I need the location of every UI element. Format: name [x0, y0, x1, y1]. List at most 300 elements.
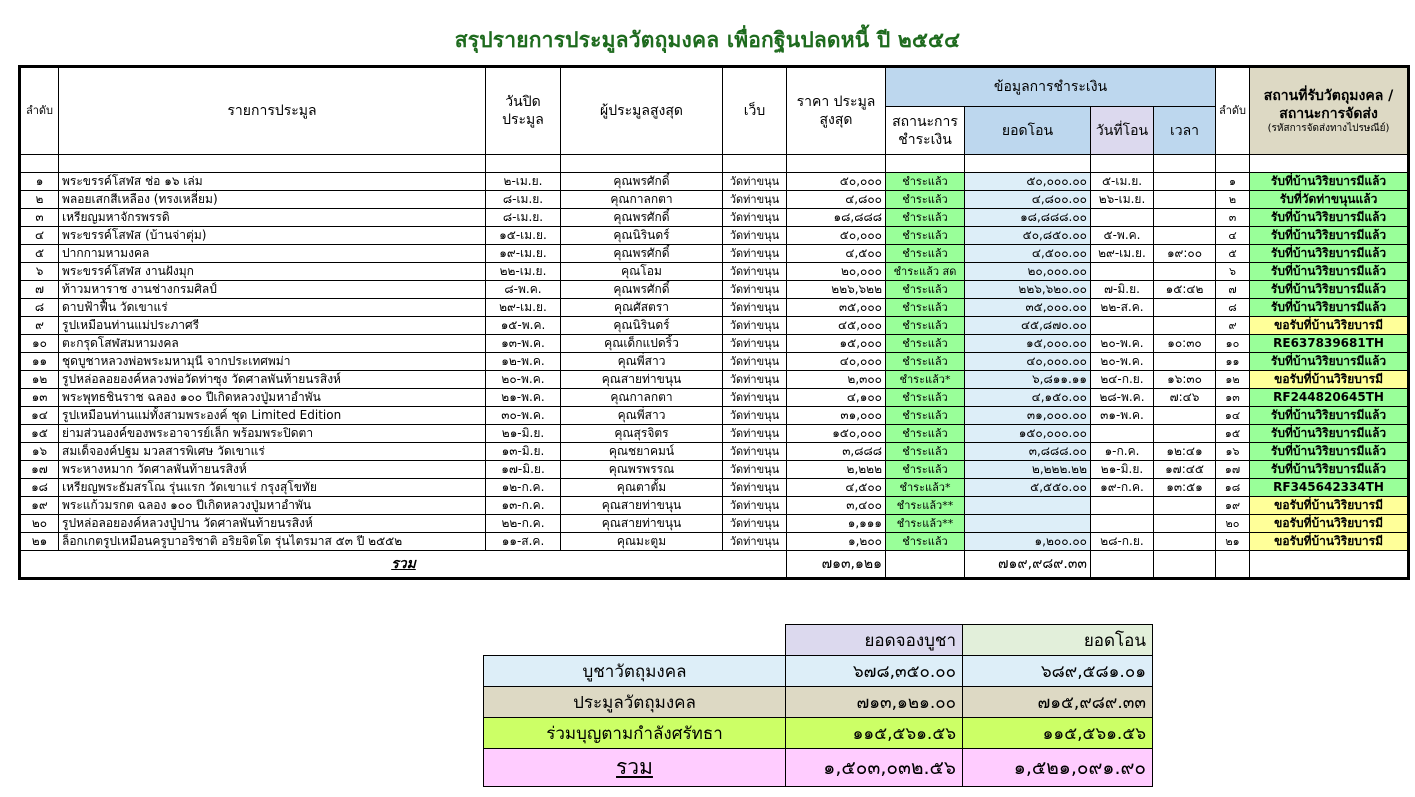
- row-number: ๕: [20, 245, 59, 263]
- table-row: [20, 353, 1409, 371]
- row-transfer-date: ๒๐-พ.ค.: [1091, 335, 1154, 353]
- spacer-row: [20, 155, 1409, 173]
- header-item: รายการประมูล: [59, 67, 486, 155]
- row-close-date: ๑๒-พ.ค.: [486, 353, 561, 371]
- row-bidder: คุณสายท่าขนุน: [561, 515, 723, 533]
- summary-transferred: ๑๑๕,๕๖๑.๕๖: [963, 718, 1153, 749]
- row-transfer-date: [1091, 263, 1154, 281]
- table-row: [20, 425, 1409, 443]
- row-price: ๔,๕๐๐: [787, 479, 886, 497]
- row-price: ๓,๘๘๘: [787, 443, 886, 461]
- row-item: ล็อกเกตรูปเหมือนครูบาอริชาติ อริยจิตโต รุ่นไตรมาส ๕๓ ปี ๒๕๕๒: [59, 533, 486, 551]
- total-label: รวม: [20, 551, 787, 579]
- table-row: [20, 515, 1409, 533]
- row-close-date: ๑๑-ส.ค.: [486, 533, 561, 551]
- row-number: ๑๕: [20, 425, 59, 443]
- row-bidder: คุณสายท่าขนุน: [561, 371, 723, 389]
- row-transfer-amount: ๒๒๖,๖๒๐.๐๐: [965, 281, 1091, 299]
- row-pay-status: ชำระแล้ว: [886, 209, 965, 227]
- row-price: ๔๕,๐๐๐: [787, 317, 886, 335]
- summary-reserved: ๖๗๘,๓๕๐.๐๐: [786, 656, 963, 687]
- row-number-2: ๕: [1216, 245, 1250, 263]
- summary-reserved: ๗๑๓,๑๒๑.๐๐: [786, 687, 963, 718]
- row-item: ปากกามหามงคล: [59, 245, 486, 263]
- table-row: [20, 209, 1409, 227]
- row-transfer-date: ๒๙-เม.ย.: [1091, 245, 1154, 263]
- row-bidder: คุณมะตูม: [561, 533, 723, 551]
- summary-label: ประมูลวัตถุมงคล: [484, 687, 786, 718]
- total-empty: [886, 551, 965, 579]
- row-transfer-date: ๓๑-พ.ค.: [1091, 407, 1154, 425]
- table-row: [20, 389, 1409, 407]
- row-time: [1154, 191, 1216, 209]
- row-price: ๕๐,๐๐๐: [787, 227, 886, 245]
- row-bidder: คุณพรศักดิ์: [561, 173, 723, 191]
- row-time: [1154, 533, 1216, 551]
- row-item: ตะกรุดโสฬสมหามงคล: [59, 335, 486, 353]
- row-close-date: ๑๓-ก.ค.: [486, 497, 561, 515]
- row-time: ๑๙:๐๐: [1154, 245, 1216, 263]
- row-price: ๒๒๖,๖๒๒: [787, 281, 886, 299]
- row-time: [1154, 353, 1216, 371]
- row-transfer-amount: ๑๕๐,๐๐๐.๐๐: [965, 425, 1091, 443]
- row-number-2: ๑๘: [1216, 479, 1250, 497]
- row-number: ๒๐: [20, 515, 59, 533]
- row-transfer-amount: ๔,๑๕๐.๐๐: [965, 389, 1091, 407]
- row-transfer-amount: ๒,๒๒๒.๒๒: [965, 461, 1091, 479]
- header-bidder: ผู้ประมูลสูงสุด: [561, 67, 723, 155]
- row-close-date: ๑๕-พ.ค.: [486, 317, 561, 335]
- row-location: รับที่บ้านวิริยบารมีแล้ว: [1250, 461, 1409, 479]
- row-transfer-amount: ๑,๒๐๐.๐๐: [965, 533, 1091, 551]
- row-number: ๑๑: [20, 353, 59, 371]
- row-pay-status: ชำระแล้ว สด: [886, 263, 965, 281]
- row-item: รูปหล่อลอยองค์หลวงพ่อวัดท่าซุง วัดศาลพันท้ายนรสิงห์: [59, 371, 486, 389]
- row-web: วัดท่าขนุน: [723, 533, 787, 551]
- row-bidder: คุณโอม: [561, 263, 723, 281]
- row-bidder: คุณชยาคมน์: [561, 443, 723, 461]
- row-transfer-date: ๒๘-พ.ค.: [1091, 389, 1154, 407]
- row-close-date: ๓๐-พ.ค.: [486, 407, 561, 425]
- row-location: รับที่บ้านวิริยบารมีแล้ว: [1250, 443, 1409, 461]
- row-transfer-amount: ๖,๘๑๑.๑๑: [965, 371, 1091, 389]
- row-pay-status: ชำระแล้ว: [886, 173, 965, 191]
- table-row: [20, 461, 1409, 479]
- row-time: [1154, 299, 1216, 317]
- row-price: ๑,๒๐๐: [787, 533, 886, 551]
- header-time: เวลา: [1154, 107, 1216, 155]
- row-web: วัดท่าขนุน: [723, 209, 787, 227]
- header-transfer-date: วันที่โอน: [1091, 107, 1154, 155]
- row-price: ๓,๔๐๐: [787, 497, 886, 515]
- row-location: รับที่บ้านวิริยบารมีแล้ว: [1250, 281, 1409, 299]
- row-web: วัดท่าขนุน: [723, 227, 787, 245]
- row-close-date: ๑๕-เม.ย.: [486, 227, 561, 245]
- row-item: สมเด็จองค์ปฐม มวลสารพิเศษ วัดเขาแร่: [59, 443, 486, 461]
- row-number: ๑๘: [20, 479, 59, 497]
- row-transfer-date: [1091, 209, 1154, 227]
- total-empty: [1154, 551, 1216, 579]
- row-item: ท้าวมหาราช งานช่างกรมศิลป์: [59, 281, 486, 299]
- row-price: ๑๘,๘๘๘: [787, 209, 886, 227]
- row-transfer-date: [1091, 515, 1154, 533]
- row-web: วัดท่าขนุน: [723, 371, 787, 389]
- summary-label: รวม: [484, 749, 786, 787]
- row-location: รับที่บ้านวิริยบารมีแล้ว: [1250, 407, 1409, 425]
- row-location: RF345642334TH: [1250, 479, 1409, 497]
- row-number: ๗: [20, 281, 59, 299]
- row-bidder: คุณศัสตรา: [561, 299, 723, 317]
- row-item: พระขรรค์โสฬส ช่อ ๑๖ เล่ม: [59, 173, 486, 191]
- header-location-main: สถานที่รับวัตถุมงคล / สถานะการจัดส่ง: [1263, 88, 1394, 122]
- row-close-date: ๑๓-มิ.ย.: [486, 443, 561, 461]
- row-time: ๑๓:๕๑: [1154, 479, 1216, 497]
- row-item: พลอยเสกสีเหลือง (ทรงเหลี่ยม): [59, 191, 486, 209]
- row-item: รูปเหมือนท่านแม่ทั้งสามพระองค์ ชุด Limited Edition: [59, 407, 486, 425]
- row-pay-status: ชำระแล้ว: [886, 443, 965, 461]
- row-close-date: ๘-เม.ย.: [486, 191, 561, 209]
- header-location-note: (รหัสการจัดส่งทางไปรษณีย์): [1267, 123, 1390, 134]
- row-location: รับที่บ้านวิริยบารมีแล้ว: [1250, 353, 1409, 371]
- row-item: พระขรรค์โสฬส งานฝังมุก: [59, 263, 486, 281]
- row-number: ๑๓: [20, 389, 59, 407]
- row-transfer-date: ๑-ก.ค.: [1091, 443, 1154, 461]
- row-price: ๑๕๐,๐๐๐: [787, 425, 886, 443]
- row-number-2: ๙: [1216, 317, 1250, 335]
- row-pay-status: ชำระแล้ว: [886, 299, 965, 317]
- total-empty: [1216, 551, 1250, 579]
- row-number-2: ๘: [1216, 299, 1250, 317]
- row-web: วัดท่าขนุน: [723, 497, 787, 515]
- row-transfer-date: [1091, 497, 1154, 515]
- row-bidder: คุณตาตั้ม: [561, 479, 723, 497]
- summary-transferred: ๗๑๕,๙๘๙.๓๓: [963, 687, 1153, 718]
- row-number: ๒๑: [20, 533, 59, 551]
- row-time: [1154, 515, 1216, 533]
- row-location: รับที่บ้านวิริยบารมีแล้ว: [1250, 245, 1409, 263]
- row-location: RE637839681TH: [1250, 335, 1409, 353]
- row-pay-status: ชำระแล้ว: [886, 353, 965, 371]
- row-time: ๑๖:๓๐: [1154, 371, 1216, 389]
- row-number: ๖: [20, 263, 59, 281]
- row-pay-status: ชำระแล้ว: [886, 425, 965, 443]
- row-number: ๔: [20, 227, 59, 245]
- summary-row: [484, 749, 1153, 787]
- row-price: ๑,๑๑๑: [787, 515, 886, 533]
- row-transfer-amount: ๕,๕๕๐.๐๐: [965, 479, 1091, 497]
- row-web: วัดท่าขนุน: [723, 353, 787, 371]
- row-time: [1154, 407, 1216, 425]
- total-empty: [1250, 551, 1409, 579]
- row-bidder: คุณเด็กแปดริ้ว: [561, 335, 723, 353]
- row-transfer-amount: ๕๐,๘๕๐.๐๐: [965, 227, 1091, 245]
- page-title: สรุปรายการประมูลวัตถุมงคล เพื่อกฐินปลดหนี้ ปี ๒๕๕๔: [454, 28, 961, 52]
- row-item: พระขรรค์โสฬส (บ้านจ่าตุ่ม): [59, 227, 486, 245]
- row-transfer-date: ๒๘-ก.ย.: [1091, 533, 1154, 551]
- row-location: รับที่บ้านวิริยบารมีแล้ว: [1250, 425, 1409, 443]
- row-web: วัดท่าขนุน: [723, 317, 787, 335]
- row-number-2: ๒๑: [1216, 533, 1250, 551]
- row-location: ขอรับที่บ้านวิริยบารมี: [1250, 317, 1409, 335]
- row-close-date: ๒๙-เม.ย.: [486, 299, 561, 317]
- row-price: ๔,๘๐๐: [787, 191, 886, 209]
- row-bidder: คุณนิรินดร์: [561, 317, 723, 335]
- row-time: [1154, 209, 1216, 227]
- row-bidder: คุณนิรินดร์: [561, 227, 723, 245]
- row-web: วัดท่าขนุน: [723, 299, 787, 317]
- row-transfer-amount: ๑๘,๘๘๘.๐๐: [965, 209, 1091, 227]
- row-price: ๔,๕๐๐: [787, 245, 886, 263]
- row-price: ๒,๓๐๐: [787, 371, 886, 389]
- row-bidder: คุณสุรจิตร: [561, 425, 723, 443]
- row-transfer-date: ๒๑-มิ.ย.: [1091, 461, 1154, 479]
- row-number: ๒: [20, 191, 59, 209]
- table-row: [20, 335, 1409, 353]
- row-price: ๑๕,๐๐๐: [787, 335, 886, 353]
- row-time: [1154, 227, 1216, 245]
- row-close-date: ๒-เม.ย.: [486, 173, 561, 191]
- row-number-2: ๑๕: [1216, 425, 1250, 443]
- row-number: ๙: [20, 317, 59, 335]
- summary-transferred: ๖๘๙,๕๘๑.๐๑: [963, 656, 1153, 687]
- summary-row: [484, 687, 1153, 718]
- row-location: ขอรับที่บ้านวิริยบารมี: [1250, 515, 1409, 533]
- table-row: [20, 191, 1409, 209]
- header-no2: ลำดับ: [1216, 67, 1250, 155]
- row-bidder: คุณกาลกตา: [561, 389, 723, 407]
- row-transfer-date: ๕-เม.ย.: [1091, 173, 1154, 191]
- row-item: เหรียญมหาจักรพรรดิ: [59, 209, 486, 227]
- table-row: [20, 479, 1409, 497]
- row-web: วัดท่าขนุน: [723, 263, 787, 281]
- row-bidder: คุณพี่สาว: [561, 407, 723, 425]
- row-price: ๔,๑๐๐: [787, 389, 886, 407]
- row-transfer-amount: ๕๐,๐๐๐.๐๐: [965, 173, 1091, 191]
- row-location: รับที่บ้านวิริยบารมีแล้ว: [1250, 299, 1409, 317]
- row-number: ๑๗: [20, 461, 59, 479]
- row-item: ชุดบูชาหลวงพ่อพระมหามุนี จากประเทศพม่า: [59, 353, 486, 371]
- row-price: ๓๑,๐๐๐: [787, 407, 886, 425]
- row-pay-status: ชำระแล้ว**: [886, 497, 965, 515]
- table-row: [20, 371, 1409, 389]
- row-web: วัดท่าขนุน: [723, 479, 787, 497]
- row-close-date: ๒๑-พ.ค.: [486, 389, 561, 407]
- row-close-date: ๒๒-ก.ค.: [486, 515, 561, 533]
- header-payment-group: ข้อมูลการชำระเงิน: [886, 67, 1216, 107]
- row-number-2: ๖: [1216, 263, 1250, 281]
- row-time: ๑๗:๔๕: [1154, 461, 1216, 479]
- row-transfer-amount: [965, 515, 1091, 533]
- row-item: พระหางหมาก วัดศาลพันท้ายนรสิงห์: [59, 461, 486, 479]
- row-transfer-date: [1091, 425, 1154, 443]
- row-number-2: ๑๐: [1216, 335, 1250, 353]
- row-time: [1154, 497, 1216, 515]
- row-pay-status: ชำระแล้ว: [886, 281, 965, 299]
- row-number: ๘: [20, 299, 59, 317]
- table-row: [20, 317, 1409, 335]
- table-row: [20, 443, 1409, 461]
- row-web: วัดท่าขนุน: [723, 191, 787, 209]
- row-transfer-date: ๒๖-เม.ย.: [1091, 191, 1154, 209]
- row-transfer-date: ๕-พ.ค.: [1091, 227, 1154, 245]
- row-item: ย่ามส่วนองค์ของพระอาจารย์เล็ก พร้อมพระปิดตา: [59, 425, 486, 443]
- row-transfer-amount: [965, 497, 1091, 515]
- row-number: ๑: [20, 173, 59, 191]
- row-location: ขอรับที่บ้านวิริยบารมี: [1250, 497, 1409, 515]
- row-pay-status: ชำระแล้ว**: [886, 515, 965, 533]
- row-location: รับที่วัดท่าขนุนแล้ว: [1250, 191, 1409, 209]
- row-number: ๓: [20, 209, 59, 227]
- total-amount: ๗๑๙,๙๘๙.๓๓: [965, 551, 1091, 579]
- row-number-2: ๒๐: [1216, 515, 1250, 533]
- row-close-date: ๑๙-เม.ย.: [486, 245, 561, 263]
- summary-row: [484, 656, 1153, 687]
- summary-row: [484, 718, 1153, 749]
- row-number: ๑๔: [20, 407, 59, 425]
- row-pay-status: ชำระแล้ว: [886, 335, 965, 353]
- header-transfer-amount: ยอดโอน: [965, 107, 1091, 155]
- row-number-2: ๔: [1216, 227, 1250, 245]
- header-location: [1250, 67, 1409, 155]
- row-web: วัดท่าขนุน: [723, 173, 787, 191]
- row-number-2: ๑: [1216, 173, 1250, 191]
- row-number: ๑๐: [20, 335, 59, 353]
- row-bidder: คุณพรศักดิ์: [561, 209, 723, 227]
- row-number: ๑๙: [20, 497, 59, 515]
- row-close-date: ๑๒-ก.ค.: [486, 479, 561, 497]
- row-pay-status: ชำระแล้ว*: [886, 371, 965, 389]
- row-pay-status: ชำระแล้ว: [886, 191, 965, 209]
- row-time: ๗:๔๖: [1154, 389, 1216, 407]
- row-location: รับที่บ้านวิริยบารมีแล้ว: [1250, 209, 1409, 227]
- row-pay-status: ชำระแล้ว: [886, 317, 965, 335]
- header-pay-status: สถานะการ ชำระเงิน: [886, 107, 965, 155]
- row-web: วัดท่าขนุน: [723, 443, 787, 461]
- row-number-2: ๒: [1216, 191, 1250, 209]
- row-item: เหรียญพระธัมสรโณ รุ่นแรก วัดเขาแร่ กรุงสุโขทัย: [59, 479, 486, 497]
- row-price: ๒๐,๐๐๐: [787, 263, 886, 281]
- row-number-2: ๑๑: [1216, 353, 1250, 371]
- row-close-date: ๑๓-พ.ค.: [486, 335, 561, 353]
- row-item: รูปหล่อลอยองค์หลวงปู่ปาน วัดศาลพันท้ายนรสิงห์: [59, 515, 486, 533]
- row-transfer-date: ๗-มิ.ย.: [1091, 281, 1154, 299]
- summary-header-reserved: ยอดจองบูชา: [786, 625, 963, 656]
- row-item: พระแก้วมรกต ฉลอง ๑๐๐ ปีเกิดหลวงปู่มหาอำพัน: [59, 497, 486, 515]
- row-bidder: คุณพี่สาว: [561, 353, 723, 371]
- row-time: ๑๐:๓๐: [1154, 335, 1216, 353]
- row-time: ๑๕:๔๒: [1154, 281, 1216, 299]
- row-number-2: ๑๔: [1216, 407, 1250, 425]
- row-location: RF244820645TH: [1250, 389, 1409, 407]
- row-transfer-amount: ๔,๘๐๐.๐๐: [965, 191, 1091, 209]
- row-time: [1154, 263, 1216, 281]
- row-number: ๑๒: [20, 371, 59, 389]
- row-close-date: ๘-เม.ย.: [486, 209, 561, 227]
- row-transfer-date: ๒๐-พ.ค.: [1091, 353, 1154, 371]
- table-row: [20, 173, 1409, 191]
- table-row: [20, 227, 1409, 245]
- summary-label: ร่วมบุญตามกำลังศรัทธา: [484, 718, 786, 749]
- row-web: วัดท่าขนุน: [723, 425, 787, 443]
- row-close-date: ๒๒-เม.ย.: [486, 263, 561, 281]
- table-row: [20, 407, 1409, 425]
- row-close-date: ๒๐-พ.ค.: [486, 371, 561, 389]
- row-transfer-amount: ๓๑,๐๐๐.๐๐: [965, 407, 1091, 425]
- header-close-date: วันปิด ประมูล: [486, 67, 561, 155]
- row-number-2: ๑๗: [1216, 461, 1250, 479]
- row-price: ๕๐,๐๐๐: [787, 173, 886, 191]
- row-time: [1154, 425, 1216, 443]
- row-transfer-amount: ๔,๕๐๐.๐๐: [965, 245, 1091, 263]
- row-bidder: คุณกาลกตา: [561, 191, 723, 209]
- row-bidder: คุณพรศักดิ์: [561, 281, 723, 299]
- table-row: [20, 299, 1409, 317]
- header-no: ลำดับ: [20, 67, 59, 155]
- row-location: ขอรับที่บ้านวิริยบารมี: [1250, 371, 1409, 389]
- row-time: [1154, 173, 1216, 191]
- row-web: วัดท่าขนุน: [723, 407, 787, 425]
- row-web: วัดท่าขนุน: [723, 281, 787, 299]
- row-number-2: ๑๖: [1216, 443, 1250, 461]
- row-location: รับที่บ้านวิริยบารมีแล้ว: [1250, 173, 1409, 191]
- row-location: รับที่บ้านวิริยบารมีแล้ว: [1250, 263, 1409, 281]
- row-bidder: คุณสายท่าขนุน: [561, 497, 723, 515]
- row-transfer-date: [1091, 317, 1154, 335]
- row-number-2: ๗: [1216, 281, 1250, 299]
- row-transfer-amount: ๒๐,๐๐๐.๐๐: [965, 263, 1091, 281]
- row-transfer-amount: ๔๐,๐๐๐.๐๐: [965, 353, 1091, 371]
- row-transfer-amount: ๓,๘๘๘.๐๐: [965, 443, 1091, 461]
- row-bidder: คุณพรศักดิ์: [561, 245, 723, 263]
- row-bidder: คุณพรพรรณ: [561, 461, 723, 479]
- table-row: [20, 245, 1409, 263]
- row-item: พระพุทธชินราช ฉลอง ๑๐๐ ปีเกิดหลวงปู่มหาอำพัน: [59, 389, 486, 407]
- row-transfer-amount: ๔๕,๘๗๐.๐๐: [965, 317, 1091, 335]
- row-transfer-date: ๒๒-ส.ค.: [1091, 299, 1154, 317]
- row-item: รูปเหมือนท่านแม่ประภาศรี: [59, 317, 486, 335]
- row-web: วัดท่าขนุน: [723, 389, 787, 407]
- row-close-date: ๘-พ.ค.: [486, 281, 561, 299]
- row-close-date: ๒๑-มิ.ย.: [486, 425, 561, 443]
- row-number-2: ๑๙: [1216, 497, 1250, 515]
- row-pay-status: ชำระแล้ว: [886, 461, 965, 479]
- row-web: วัดท่าขนุน: [723, 245, 787, 263]
- row-pay-status: ชำระแล้ว: [886, 389, 965, 407]
- row-transfer-date: ๑๙-ก.ค.: [1091, 479, 1154, 497]
- row-web: วัดท่าขนุน: [723, 461, 787, 479]
- row-number-2: ๑๓: [1216, 389, 1250, 407]
- row-time: ๑๒:๔๑: [1154, 443, 1216, 461]
- row-number: ๑๖: [20, 443, 59, 461]
- total-empty: [1091, 551, 1154, 579]
- row-close-date: ๑๗-มิ.ย.: [486, 461, 561, 479]
- summary-label: บูชาวัตถุมงคล: [484, 656, 786, 687]
- row-pay-status: ชำระแล้ว*: [886, 479, 965, 497]
- row-price: ๓๕,๐๐๐: [787, 299, 886, 317]
- auction-table: [18, 65, 1410, 580]
- row-transfer-amount: ๑๕,๐๐๐.๐๐: [965, 335, 1091, 353]
- summary-table: [483, 624, 1153, 787]
- row-pay-status: ชำระแล้ว: [886, 245, 965, 263]
- row-pay-status: ชำระแล้ว: [886, 533, 965, 551]
- summary-reserved: ๑๑๕,๕๖๑.๕๖: [786, 718, 963, 749]
- row-web: วัดท่าขนุน: [723, 335, 787, 353]
- table-row: [20, 497, 1409, 515]
- row-transfer-amount: ๓๕,๐๐๐.๐๐: [965, 299, 1091, 317]
- row-item: ดาบฟ้าฟื้น วัดเขาแร่: [59, 299, 486, 317]
- total-price: ๗๑๓,๑๒๑: [787, 551, 886, 579]
- row-price: ๔๐,๐๐๐: [787, 353, 886, 371]
